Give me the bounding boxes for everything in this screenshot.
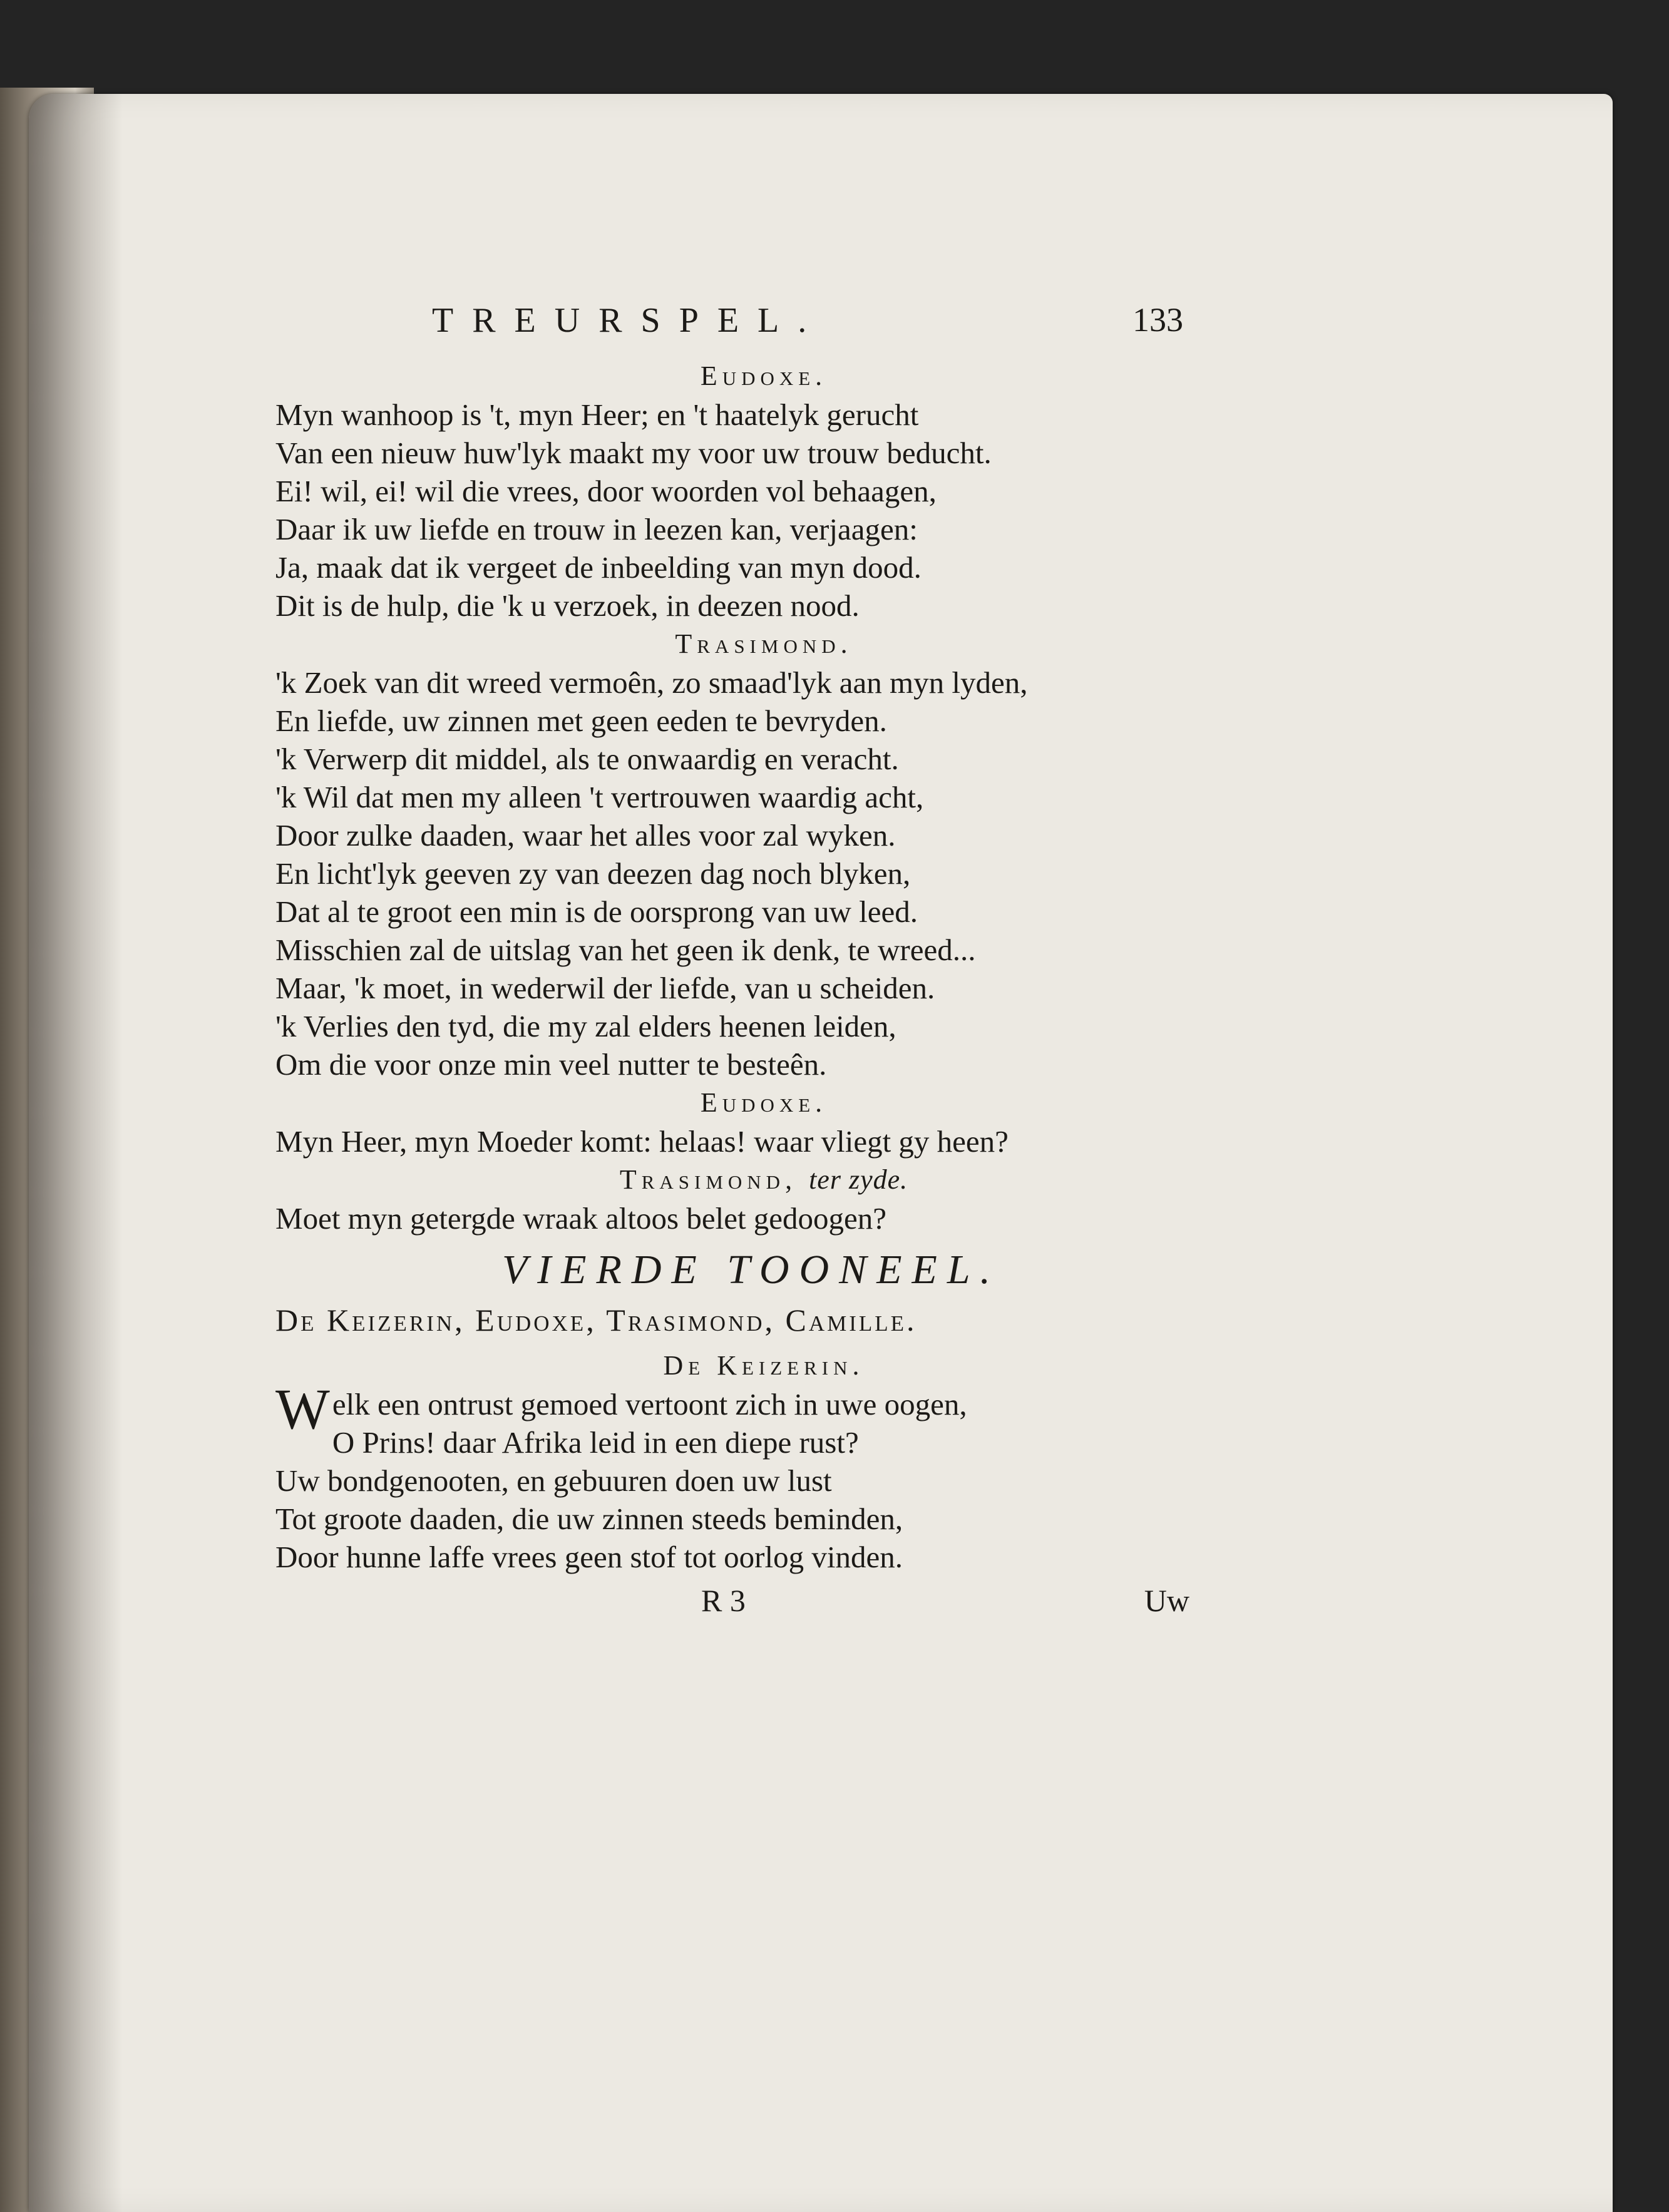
verse-line: Tot groote daaden, die uw zinnen steeds beminden, <box>275 1502 903 1536</box>
cast-list: De Keizerin, Eudoxe, Trasimond, Camille. <box>275 1303 917 1338</box>
verse-line: Myn Heer, myn Moeder komt: helaas! waar vliegt gy heen? <box>275 1124 1009 1159</box>
speaker-eudoxe: Eudoxe. <box>700 361 828 391</box>
verse-line: O Prins! daar Afrika leid in een diepe rust? <box>332 1425 859 1460</box>
verse-line: Ei! wil, ei! wil die vrees, door woorden vol behaagen, <box>275 474 937 508</box>
gutter-shadow <box>29 94 123 2212</box>
verse-line: 'k Verlies den tyd, die my zal elders heenen leiden, <box>275 1009 896 1043</box>
verse-group-1 <box>275 396 1202 625</box>
verse-line: 'k Zoek van dit wreed vermoên, zo smaad'lyk aan myn lyden, <box>275 665 1028 700</box>
verse-group-2 <box>275 663 1202 1083</box>
page-text <box>275 300 1202 1632</box>
speaker-eudoxe: Eudoxe. <box>700 1087 828 1118</box>
speaker-trasimond-aside <box>275 1160 1202 1199</box>
signature-mark: R 3 <box>701 1583 746 1618</box>
verse-line-first <box>275 1377 1202 1441</box>
running-title: TREURSPEL. <box>432 301 826 340</box>
verse-group-5 <box>275 1377 1202 1576</box>
verse-line-rest: elk een ontrust gemoed vertoont zich in uwe oogen, <box>332 1387 967 1421</box>
speaker-name: Trasimond, <box>619 1164 798 1195</box>
verse-line: Dit is de hulp, die 'k u verzoek, in deezen nood. <box>275 588 860 623</box>
verse-line: Van een nieuw huw'lyk maakt my voor uw trouw beducht. <box>275 436 992 470</box>
verse-line: Ja, maak dat ik vergeet de inbeelding van myn dood. <box>275 550 922 585</box>
verse-line: Om die voor onze min veel nutter te besteên. <box>275 1047 827 1082</box>
verse-line: Dat al te groot een min is de oorsprong van uw leed. <box>275 894 918 929</box>
verse-line: Daar ik uw liefde en trouw in leezen kan, verjaagen: <box>275 512 918 546</box>
verse-line: Door hunne laffe vrees geen stof tot oorlog vinden. <box>275 1540 903 1574</box>
page-footer <box>275 1582 1202 1632</box>
verse-line: Door zulke daaden, waar het alles voor zal wyken. <box>275 818 896 853</box>
speaker-keizerin: De Keizerin. <box>663 1350 865 1381</box>
page-number: 133 <box>1132 301 1183 339</box>
catchword: Uw <box>1144 1583 1189 1618</box>
verse-line: Uw bondgenooten, en gebuuren doen uw lust <box>275 1463 832 1498</box>
verse-line: En liefde, uw zinnen met geen eeden te bevryden. <box>275 704 887 738</box>
verse-line: En licht'lyk geeven zy van deezen dag noch blyken, <box>275 856 911 891</box>
stage-direction: ter zyde. <box>809 1164 908 1195</box>
verse-line: Maar, 'k moet, in wederwil der liefde, van u scheiden. <box>275 971 935 1005</box>
scene-title: VIERDE TOONEEL. <box>501 1247 1001 1293</box>
speaker-trasimond: Trasimond. <box>675 628 853 659</box>
verse-line: 'k Wil dat men my alleen 't vertrouwen waardig acht, <box>275 780 924 814</box>
verse-line: Misschien zal de uitslag van het geen ik denk, te wreed... <box>275 933 976 967</box>
running-head <box>275 300 1202 357</box>
verse-line: Myn wanhoop is 't, myn Heer; en 't haatelyk gerucht <box>275 397 919 432</box>
verse-line: Moet myn getergde wraak altoos belet gedoogen? <box>275 1201 887 1236</box>
drop-cap: W <box>275 1377 330 1441</box>
verse-line: 'k Verwerp dit middel, als te onwaardig en veracht. <box>275 742 899 776</box>
